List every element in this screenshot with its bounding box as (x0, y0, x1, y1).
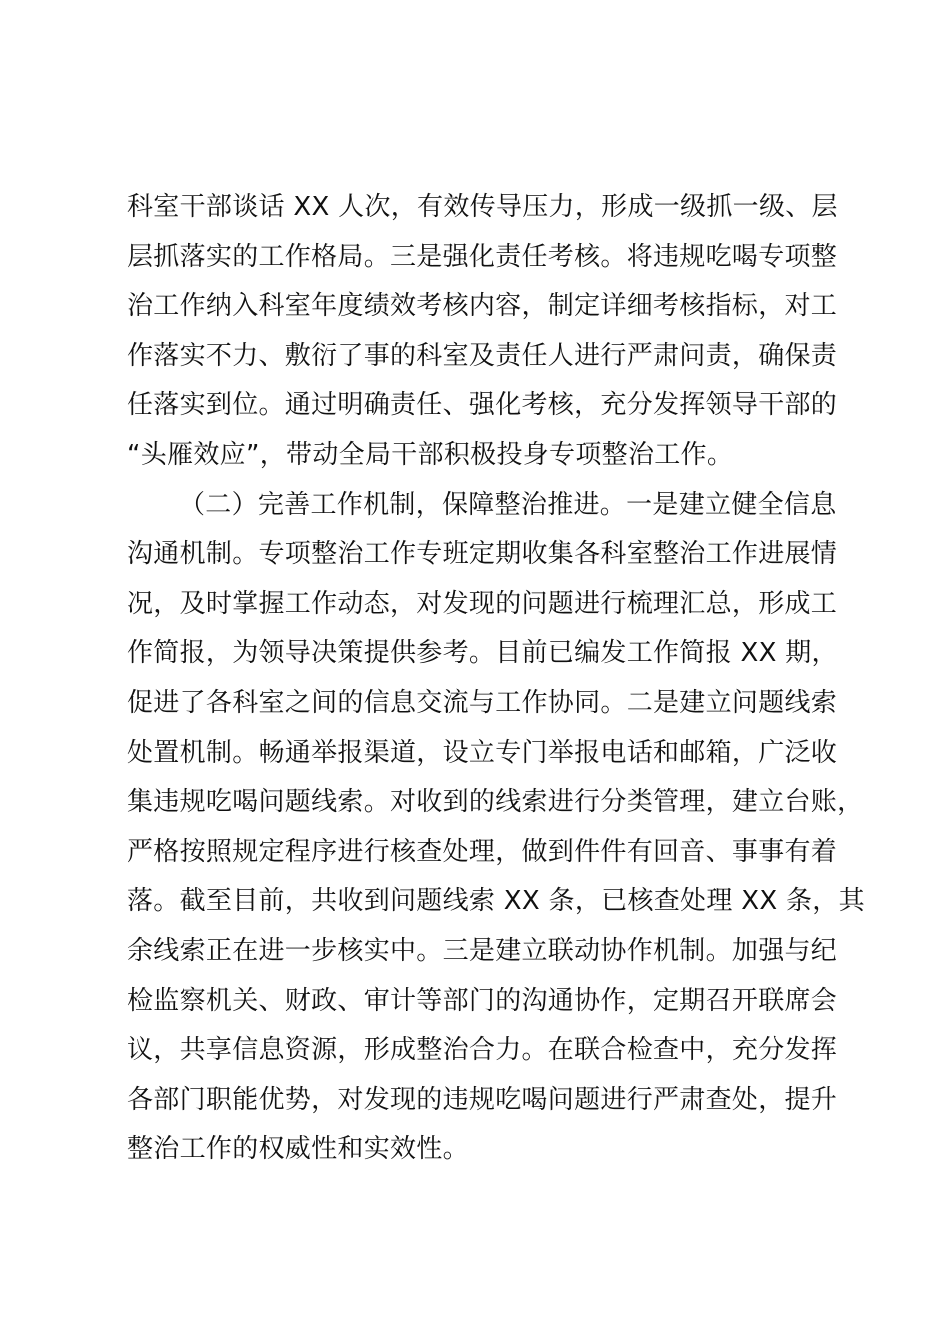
text-line: 作简报，为领导决策提供参考。目前已编发工作简报 XX 期， (127, 638, 838, 669)
text-line: 层抓落实的工作格局。三是强化责任考核。将违规吃喝专项整 (127, 241, 838, 272)
section-heading-line: （二）完善工作机制，保障整治推进。一是建立健全信息 (179, 489, 837, 520)
body-text (127, 183, 865, 1175)
text-line: 处置机制。畅通举报渠道，设立专门举报电话和邮箱，广泛收 (127, 737, 838, 768)
text-line: 落。截至目前，共收到问题线索 XX 条，已核查处理 XX 条，其 (127, 886, 865, 917)
text-line: 促进了各科室之间的信息交流与工作协同。二是建立问题线索 (127, 687, 838, 718)
text-line: 集违规吃喝问题线索。对收到的线索进行分类管理，建立台账， (127, 787, 864, 818)
text-line: 议，共享信息资源，形成整治合力。在联合检查中，充分发挥 (127, 1035, 838, 1066)
text-line: 况，及时掌握工作动态，对发现的问题进行梳理汇总，形成工 (127, 588, 838, 619)
text-line: 沟通机制。专项整治工作专班定期收集各科室整治工作进展情 (127, 539, 838, 570)
text-line: 严格按照规定程序进行核查处理，做到件件有回音、事事有着 (127, 836, 838, 867)
text-line: 余线索正在进一步核实中。三是建立联动协作机制。加强与纪 (127, 935, 838, 966)
text-line: 科室干部谈话 XX 人次，有效传导压力，形成一级抓一级、层 (127, 192, 838, 222)
text-line: 治工作纳入科室年度绩效考核内容，制定详细考核指标，对工 (127, 291, 838, 322)
text-line: “头雁效应”，带动全局干部积极投身专项整治工作。 (127, 439, 734, 470)
text-line: 作落实不力、敷衍了事的科室及责任人进行严肃问责，确保责 (127, 340, 838, 371)
text-line: 任落实到位。通过明确责任、强化考核，充分发挥领导干部的 (127, 390, 838, 421)
text-line: 各部门职能优势，对发现的违规吃喝问题进行严肃查处，提升 (127, 1084, 838, 1115)
text-line: 整治工作的权威性和实效性。 (127, 1134, 469, 1165)
text-line: 检监察机关、财政、审计等部门的沟通协作，定期召开联席会 (127, 985, 838, 1016)
